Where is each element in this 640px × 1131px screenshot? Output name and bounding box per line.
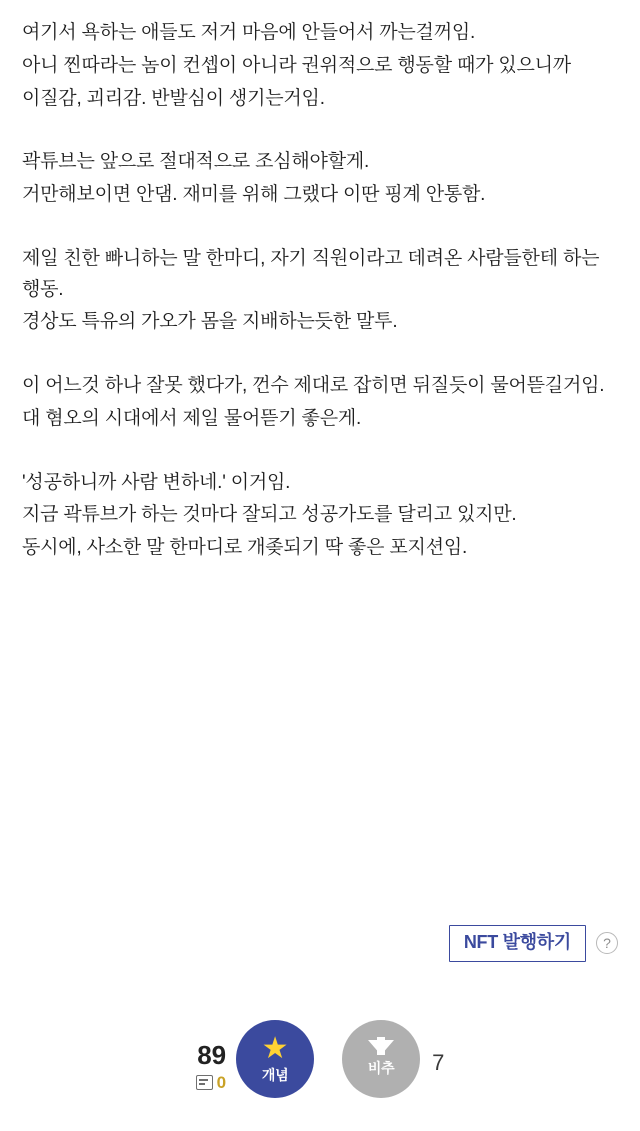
arrow-down-icon: [368, 1040, 394, 1055]
post-paragraph: '성공하니까 사람 변하네.' 이거임.: [22, 471, 291, 493]
post-paragraph: 대 혐오의 시대에서 제일 물어뜯기 좋은게.: [22, 407, 362, 429]
comment-icon: [196, 1075, 213, 1090]
downvote-count: 7: [432, 1050, 445, 1075]
vote-counts: [196, 1020, 226, 1091]
upvote-count: 89: [197, 1040, 227, 1070]
post-paragraph: 동시에, 사소한 말 한마디로 개좆되기 딱 좋은 포지션임.: [22, 537, 468, 559]
post-paragraph-blank: [22, 116, 618, 147]
nft-action-row: [449, 925, 618, 962]
post-paragraph: 제일 친한 빠니하는 말 한마디, 자기 직원이라고 데려온 사람들한테 하는 행동.: [22, 247, 605, 300]
post-paragraph: 이질감, 괴리감. 반발심이 생기는거임.: [22, 87, 325, 109]
star-icon: ★: [261, 1031, 289, 1065]
post-paragraph-blank: [22, 437, 618, 468]
vote-bar: [0, 1020, 640, 1131]
nft-mint-button[interactable]: NFT 발행하기: [449, 925, 586, 962]
downvote-label: 비추: [367, 1060, 395, 1076]
post-paragraph: 아니 찐따라는 놈이 컨셉이 아니라 권위적으로 행동할 때가 있으니까: [22, 54, 571, 76]
comment-count: 0: [216, 1073, 227, 1092]
post-paragraph-blank: [22, 213, 618, 244]
post-paragraph: 이 어느것 하나 잘못 했다가, 껀수 제대로 잡히면 뒤질듯이 물어뜯길거임.: [22, 375, 605, 397]
upvote-button[interactable]: [236, 1020, 314, 1098]
help-icon[interactable]: ?: [596, 932, 618, 954]
vote-group: [196, 1020, 445, 1098]
post-paragraph: 거만해보이면 안댐. 재미를 위해 그랬다 이딴 핑계 안통함.: [22, 184, 486, 206]
upvote-label: 개념: [261, 1066, 289, 1083]
post-paragraph: 경상도 특유의 가오가 몸을 지배하는듯한 말투.: [22, 311, 398, 333]
post-paragraph: 지금 곽튜브가 하는 것마다 잘되고 성공가도를 달리고 있지만.: [22, 504, 517, 526]
post-paragraph: 곽튜브는 앞으로 절대적으로 조심해야할게.: [22, 151, 370, 173]
post-paragraph-blank: [22, 340, 618, 371]
comment-count-group[interactable]: [196, 1074, 226, 1091]
downvote-button[interactable]: [342, 1020, 420, 1098]
post-paragraph: 여기서 욕하는 애들도 저거 마음에 안들어서 까는걸꺼임.: [22, 22, 476, 43]
